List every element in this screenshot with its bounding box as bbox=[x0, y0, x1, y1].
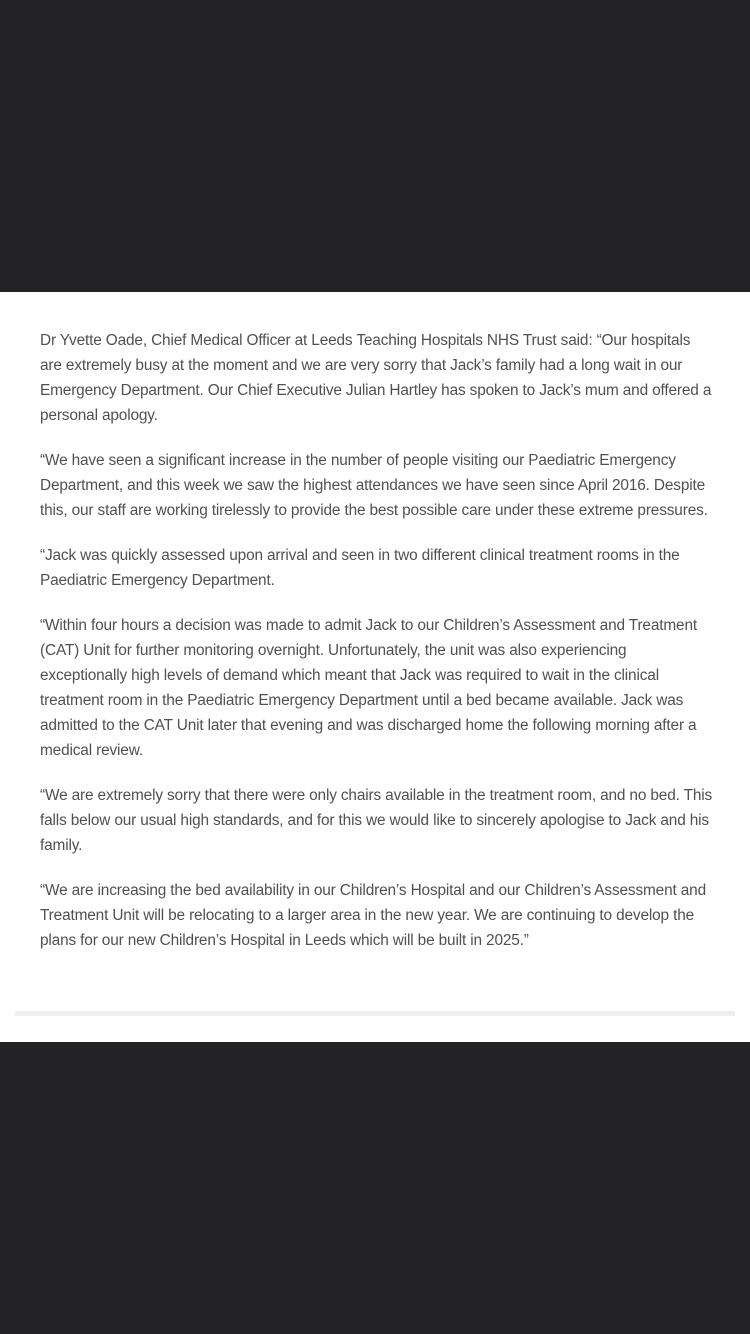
paragraph-1: Dr Yvette Oade, Chief Medical Officer at Leeds Teaching Hospitals NHS Trust said: “Our hospitals are extremely busy at the moment and we are very sorry that Jack’s family had a long wait in our Emergency Department. Our Chief Executive Julian Hartley has spoken to Jack’s mum and offered a personal apology. bbox=[40, 332, 712, 424]
article-panel bbox=[0, 292, 750, 1042]
top-dark-band bbox=[0, 0, 750, 292]
article-body bbox=[40, 328, 715, 973]
paragraph-5: “We are extremely sorry that there were only chairs available in the treatment room, and no bed. This falls below our usual high standards, and for this we would like to sincerely apologise to Jack and his family. bbox=[40, 787, 713, 854]
paragraph-6: “We are increasing the bed availability in our Children’s Hospital and our Children’s Assessment and Treatment Unit will be relocating to a larger area in the new year. We are continuing to develop the plans for our new Children’s Hospital in Leeds which will be built in 2025.” bbox=[40, 882, 706, 949]
paragraph-3: “Jack was quickly assessed upon arrival and seen in two different clinical treatment rooms in the Paediatric Emergency Department. bbox=[40, 547, 680, 589]
divider bbox=[15, 1011, 735, 1016]
bottom-dark-band bbox=[0, 1042, 750, 1334]
paragraph-2: “We have seen a significant increase in the number of people visiting our Paediatric Emergency Department, and this week we saw the highest attendances we have seen since April 2016. Despite this, our staff are working tirelessly to provide the best possible care under these extreme pressures. bbox=[40, 452, 708, 519]
paragraph-4: “Within four hours a decision was made to admit Jack to our Children’s Assessment and Treatment (CAT) Unit for further monitoring overnight. Unfortunately, the unit was also experiencing exceptionally high levels of demand which meant that Jack was required to wait in the clinical treatment room in the Paediatric Emergency Department until a bed became available. Jack was admitted to the CAT Unit later that evening and was discharged home the following morning after a medical review. bbox=[40, 617, 697, 759]
